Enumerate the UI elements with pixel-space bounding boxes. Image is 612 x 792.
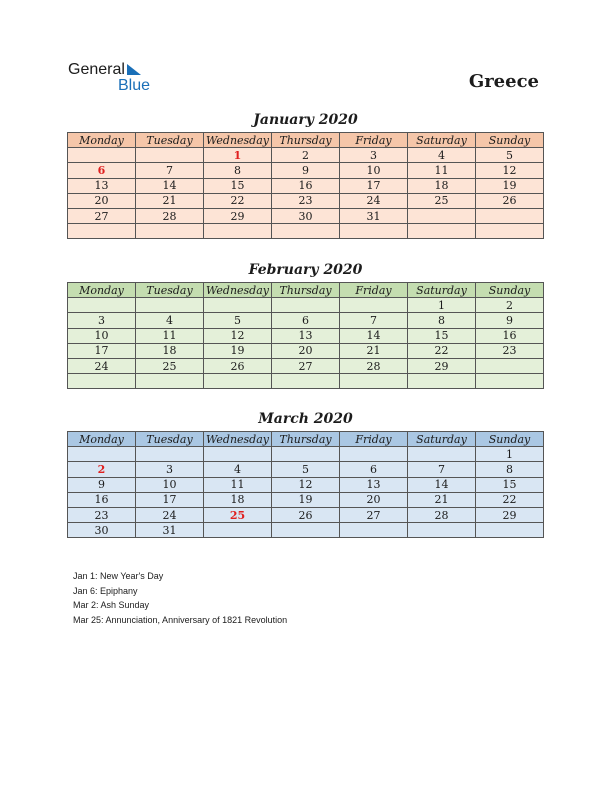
day-cell: 13: [68, 178, 136, 193]
day-cell: [272, 447, 340, 462]
day-cell: 20: [340, 492, 408, 507]
day-cell: [340, 374, 408, 389]
day-cell: 26: [204, 358, 272, 373]
day-cell: 25: [136, 358, 204, 373]
day-cell: 19: [272, 492, 340, 507]
day-cell: 27: [272, 358, 340, 373]
country-title: Greece: [468, 71, 539, 92]
day-cell: 21: [136, 193, 204, 208]
day-cell: [204, 298, 272, 313]
weekday-header: Sunday: [476, 283, 544, 298]
day-cell: 17: [340, 178, 408, 193]
day-cell: 12: [476, 163, 544, 178]
day-cell: [408, 208, 476, 223]
holiday-note: Mar 2: Ash Sunday: [73, 600, 150, 610]
day-cell: 14: [340, 328, 408, 343]
day-cell: 14: [136, 178, 204, 193]
day-cell: [136, 374, 204, 389]
day-cell: [204, 523, 272, 538]
week-row: [68, 298, 544, 313]
day-cell: 6: [272, 313, 340, 328]
day-cell: [68, 447, 136, 462]
weekday-header: Saturday: [408, 283, 476, 298]
weekday-header: Monday: [68, 283, 136, 298]
day-cell: 28: [136, 208, 204, 223]
month-title-january: January 2020: [253, 112, 358, 128]
day-cell: [476, 224, 544, 239]
day-cell: [136, 298, 204, 313]
day-cell: [68, 298, 136, 313]
weekday-header: Tuesday: [136, 283, 204, 298]
day-cell: 22: [476, 492, 544, 507]
day-cell: 4: [408, 148, 476, 163]
week-row: [68, 523, 544, 538]
day-cell: 22: [204, 193, 272, 208]
weekday-header: Wednesday: [204, 283, 272, 298]
weekday-header: Tuesday: [136, 432, 204, 447]
day-cell: 23: [476, 343, 544, 358]
day-cell: [204, 447, 272, 462]
weekday-header: Thursday: [272, 283, 340, 298]
weekday-header: Monday: [68, 432, 136, 447]
day-cell: [340, 224, 408, 239]
day-cell: 17: [68, 343, 136, 358]
day-cell: 15: [476, 477, 544, 492]
week-row: [68, 313, 544, 328]
day-cell: 8: [204, 163, 272, 178]
day-cell: [68, 224, 136, 239]
day-cell: 6: [340, 462, 408, 477]
day-cell: [340, 298, 408, 313]
day-cell: 5: [272, 462, 340, 477]
holiday-day-cell: 1: [204, 148, 272, 163]
weekday-header: Friday: [340, 432, 408, 447]
week-row: [68, 507, 544, 522]
day-cell: 7: [408, 462, 476, 477]
week-row: [68, 343, 544, 358]
day-cell: 11: [408, 163, 476, 178]
day-cell: 5: [204, 313, 272, 328]
weekday-header: Wednesday: [204, 133, 272, 148]
weekday-header: Sunday: [476, 133, 544, 148]
day-cell: 1: [408, 298, 476, 313]
day-cell: 18: [136, 343, 204, 358]
day-cell: 12: [272, 477, 340, 492]
day-cell: 3: [136, 462, 204, 477]
day-cell: 22: [408, 343, 476, 358]
day-cell: 17: [136, 492, 204, 507]
month-title-february: February 2020: [248, 262, 363, 278]
day-cell: 9: [476, 313, 544, 328]
day-cell: 27: [68, 208, 136, 223]
day-cell: 14: [408, 477, 476, 492]
day-cell: 20: [68, 193, 136, 208]
weekday-header: Monday: [68, 133, 136, 148]
day-cell: 13: [272, 328, 340, 343]
week-row: [68, 447, 544, 462]
week-row: [68, 462, 544, 477]
day-cell: 26: [272, 507, 340, 522]
day-cell: 1: [476, 447, 544, 462]
week-row: [68, 224, 544, 239]
calendar-march: [67, 431, 544, 538]
day-cell: [408, 447, 476, 462]
day-cell: 16: [272, 178, 340, 193]
day-cell: 23: [68, 507, 136, 522]
day-cell: [476, 358, 544, 373]
day-cell: 29: [204, 208, 272, 223]
day-cell: 2: [476, 298, 544, 313]
day-cell: 8: [476, 462, 544, 477]
holiday-note: Jan 1: New Year's Day: [73, 571, 164, 581]
day-cell: 15: [204, 178, 272, 193]
day-cell: 29: [408, 358, 476, 373]
week-row: [68, 148, 544, 163]
weekday-header: Tuesday: [136, 133, 204, 148]
holiday-note: Jan 6: Epiphany: [73, 585, 138, 596]
day-cell: [68, 374, 136, 389]
logo-text-blue: Blue: [118, 77, 151, 94]
day-cell: [476, 523, 544, 538]
day-cell: [204, 374, 272, 389]
day-cell: 24: [340, 193, 408, 208]
day-cell: 28: [340, 358, 408, 373]
day-cell: 11: [204, 477, 272, 492]
calendar-january: [67, 132, 544, 239]
weekday-header: Thursday: [272, 133, 340, 148]
day-cell: 24: [136, 507, 204, 522]
day-cell: 7: [136, 163, 204, 178]
day-cell: 3: [340, 148, 408, 163]
month-title-march: March 2020: [258, 411, 353, 427]
day-cell: [272, 298, 340, 313]
week-row: [68, 163, 544, 178]
day-cell: [136, 224, 204, 239]
weekday-header: Thursday: [272, 432, 340, 447]
day-cell: [408, 374, 476, 389]
week-row: [68, 178, 544, 193]
weekday-header: Saturday: [408, 432, 476, 447]
weekday-header: Saturday: [408, 133, 476, 148]
day-cell: 18: [204, 492, 272, 507]
weekday-header-row: [68, 133, 544, 148]
day-cell: 9: [68, 477, 136, 492]
day-cell: [136, 447, 204, 462]
day-cell: 9: [272, 163, 340, 178]
day-cell: 23: [272, 193, 340, 208]
weekday-header-row: [68, 283, 544, 298]
day-cell: 10: [136, 477, 204, 492]
holiday-day-cell: 6: [68, 163, 136, 178]
day-cell: 15: [408, 328, 476, 343]
day-cell: 30: [272, 208, 340, 223]
day-cell: 31: [136, 523, 204, 538]
day-cell: 4: [204, 462, 272, 477]
day-cell: 5: [476, 148, 544, 163]
day-cell: 25: [408, 193, 476, 208]
day-cell: [340, 447, 408, 462]
weekday-header-row: [68, 432, 544, 447]
day-cell: 13: [340, 477, 408, 492]
day-cell: 16: [68, 492, 136, 507]
day-cell: 20: [272, 343, 340, 358]
holiday-notes: [73, 569, 287, 627]
day-cell: 3: [68, 313, 136, 328]
holiday-day-cell: 25: [204, 507, 272, 522]
day-cell: 24: [68, 358, 136, 373]
holiday-day-cell: 2: [68, 462, 136, 477]
day-cell: [204, 224, 272, 239]
logo-text-general: General: [68, 61, 125, 78]
day-cell: 30: [68, 523, 136, 538]
day-cell: 19: [476, 178, 544, 193]
day-cell: [340, 523, 408, 538]
week-row: [68, 328, 544, 343]
day-cell: 16: [476, 328, 544, 343]
day-cell: 10: [340, 163, 408, 178]
week-row: [68, 374, 544, 389]
day-cell: 7: [340, 313, 408, 328]
day-cell: 18: [408, 178, 476, 193]
day-cell: 19: [204, 343, 272, 358]
day-cell: [68, 148, 136, 163]
day-cell: 8: [408, 313, 476, 328]
weekday-header: Friday: [340, 133, 408, 148]
day-cell: 21: [408, 492, 476, 507]
day-cell: [408, 224, 476, 239]
week-row: [68, 492, 544, 507]
day-cell: 28: [408, 507, 476, 522]
day-cell: [476, 374, 544, 389]
day-cell: [272, 374, 340, 389]
day-cell: 10: [68, 328, 136, 343]
week-row: [68, 193, 544, 208]
day-cell: 26: [476, 193, 544, 208]
day-cell: [136, 148, 204, 163]
day-cell: 27: [340, 507, 408, 522]
day-cell: 4: [136, 313, 204, 328]
holiday-note: Mar 25: Annunciation, Anniversary of 1821 Revolution: [73, 614, 288, 625]
day-cell: 11: [136, 328, 204, 343]
weekday-header: Wednesday: [204, 432, 272, 447]
day-cell: [272, 523, 340, 538]
day-cell: 29: [476, 507, 544, 522]
day-cell: 31: [340, 208, 408, 223]
weekday-header: Friday: [340, 283, 408, 298]
week-row: [68, 208, 544, 223]
week-row: [68, 477, 544, 492]
logo-triangle-icon: [126, 63, 142, 76]
generalblue-logo: [68, 62, 150, 94]
day-cell: 21: [340, 343, 408, 358]
day-cell: [408, 523, 476, 538]
week-row: [68, 358, 544, 373]
day-cell: [476, 208, 544, 223]
weekday-header: Sunday: [476, 432, 544, 447]
calendar-february: [67, 282, 544, 389]
day-cell: 12: [204, 328, 272, 343]
day-cell: 2: [272, 148, 340, 163]
day-cell: [272, 224, 340, 239]
